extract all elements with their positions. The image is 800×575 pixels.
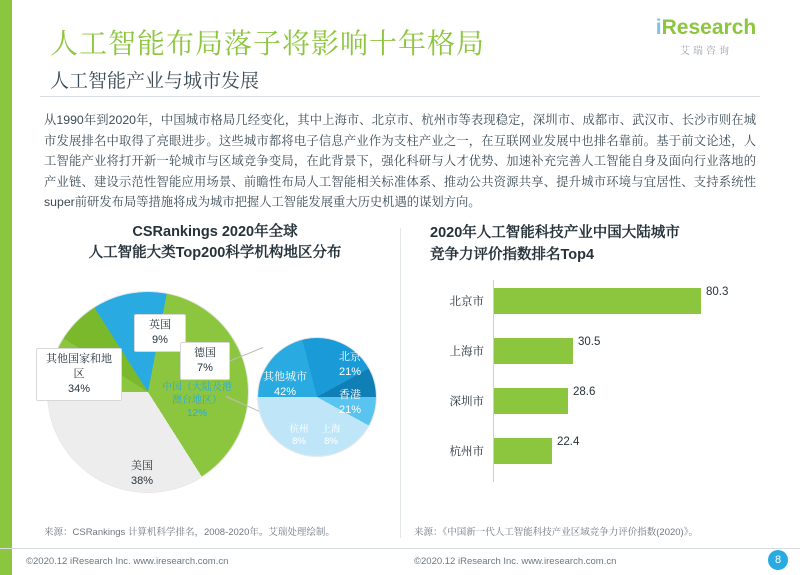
subpie-label-other-cities <box>262 370 308 400</box>
body-paragraph: 从1990年到2020年，中国城市格局几经变化，其中上海市、北京市、杭州市等表现稳定，深圳市、成都市、武汉市、长沙市则在城市发展排名中取得了亮眼进步。这些城市都将电子信息产业作为支柱产业之一，在互联网业发展中也排名靠前。基于前文论述，人工智能产业将打开新一轮城市与区域竞争变局，在此背景下，强化科研与人才优势、加速补充完善人工智能自身及面向行业落地的产业链、建设示范性智能应用场景、前瞻性布局人工智能相关标准体系、推动公共资源共享、提升城市环境与宜居性、支持系统性super前研发布局等措施将成为城市把握人工智能发展重大历史机遇的谋划方向。 <box>44 113 756 209</box>
bar-beijing <box>494 288 701 314</box>
pie-label-usa-name: 美国 <box>131 460 153 472</box>
subpie-label-hangzhou <box>284 424 314 448</box>
pie-label-germany-name: 德国 <box>194 347 216 359</box>
subpie-label-hongkong-name: 香港 <box>339 389 361 401</box>
pie-label-uk-value: 9% <box>152 334 168 346</box>
subpie-label-shanghai <box>316 424 346 448</box>
subpie-label-shanghai-name: 上海 <box>321 424 341 435</box>
right-chart-source: 来源：《中国新一代人工智能科技产业区域竞争力评价指数(2020)》。 <box>414 527 698 538</box>
subpie-label-hongkong <box>332 388 368 418</box>
pie-label-germany <box>180 342 230 380</box>
bar-value-beijing: 80.3 <box>706 286 729 298</box>
pie-label-usa <box>112 459 172 489</box>
pie-chart-area <box>30 264 400 514</box>
bar-row <box>422 330 770 380</box>
footer-divider <box>0 548 800 549</box>
subpie-label-other-cities-value: 42% <box>273 386 297 398</box>
subpie-label-hangzhou-name: 杭州 <box>289 424 309 435</box>
subpie-label-shanghai-value: 8% <box>324 436 338 447</box>
bar-track-beijing <box>494 288 701 314</box>
bar-label-shanghai: 上海市 <box>449 346 484 358</box>
bar-shenzhen <box>494 388 568 414</box>
bar-label-shenzhen: 深圳市 <box>449 396 484 408</box>
page-title: 人工智能布局落子将影响十年格局 <box>50 28 486 59</box>
right-chart-panel <box>408 222 780 522</box>
page-number-badge: 8 <box>768 550 788 570</box>
bar-track-shanghai <box>494 338 573 364</box>
left-chart-panel <box>30 222 400 522</box>
pie-label-others-name: 其他国家和地区 <box>46 353 112 380</box>
bar-shanghai <box>494 338 573 364</box>
left-accent-bar <box>0 0 12 575</box>
bar-row <box>422 380 770 430</box>
pie-label-usa-value: 38% <box>130 475 154 487</box>
logo-rest: Research <box>661 16 757 39</box>
bar-row <box>422 430 770 480</box>
bar-track-shenzhen <box>494 388 568 414</box>
pie-label-others-value: 34% <box>67 383 91 395</box>
left-chart-title-line2: 人工智能大类Top200科学机构地区分布 <box>88 245 342 261</box>
bar-value-shanghai: 30.5 <box>578 336 601 348</box>
footer-right: ©2020.12 iResearch Inc. www.iresearch.com.cn <box>414 556 617 567</box>
subpie-label-beijing <box>332 350 368 380</box>
bar-hangzhou <box>494 438 552 464</box>
bar-label-hangzhou: 杭州市 <box>449 446 484 458</box>
footer-left: ©2020.12 iResearch Inc. www.iresearch.com.cn <box>26 556 229 567</box>
pie-label-china-name: 中国（大陆及港澳台地区） <box>162 382 232 406</box>
bar-value-shenzhen: 28.6 <box>573 386 596 398</box>
subpie-label-other-cities-name: 其他城市 <box>263 371 307 383</box>
bar-value-hangzhou: 22.4 <box>557 436 580 448</box>
bar-label-beijing: 北京市 <box>449 296 484 308</box>
bar-row <box>422 280 770 330</box>
logo-text <box>646 16 766 40</box>
left-chart-title-line1: CSRankings 2020年全球 <box>132 224 298 240</box>
subpie-label-beijing-value: 21% <box>338 366 362 378</box>
logo-i: i <box>655 16 662 39</box>
pie-label-uk <box>134 314 186 352</box>
bar-chart <box>422 280 770 512</box>
logo <box>646 16 766 57</box>
pie-label-others <box>36 348 122 401</box>
page-subtitle: 人工智能产业与城市发展 <box>50 71 260 92</box>
panel-divider <box>400 228 401 538</box>
pie-label-uk-name: 英国 <box>149 319 171 331</box>
logo-subtext: 艾瑞咨询 <box>680 46 732 57</box>
subpie-label-hangzhou-value: 8% <box>292 436 306 447</box>
pie-label-china <box>160 381 234 420</box>
right-chart-title-line2: 竞争力评价指数排名Top4 <box>430 247 595 263</box>
subpie-label-beijing-name: 北京 <box>339 351 361 363</box>
pie-label-china-value: 12% <box>186 408 207 419</box>
subpie-label-hongkong-value: 21% <box>338 404 362 416</box>
pie-label-germany-value: 7% <box>197 362 213 374</box>
left-chart-source: 来源：CSRankings 计算机科学排名，2008-2020年。艾瑞处理绘制。 <box>44 527 335 538</box>
header-divider <box>40 96 760 97</box>
bar-track-hangzhou <box>494 438 552 464</box>
right-chart-title-line1: 2020年人工智能科技产业中国大陆城市 <box>430 225 680 241</box>
